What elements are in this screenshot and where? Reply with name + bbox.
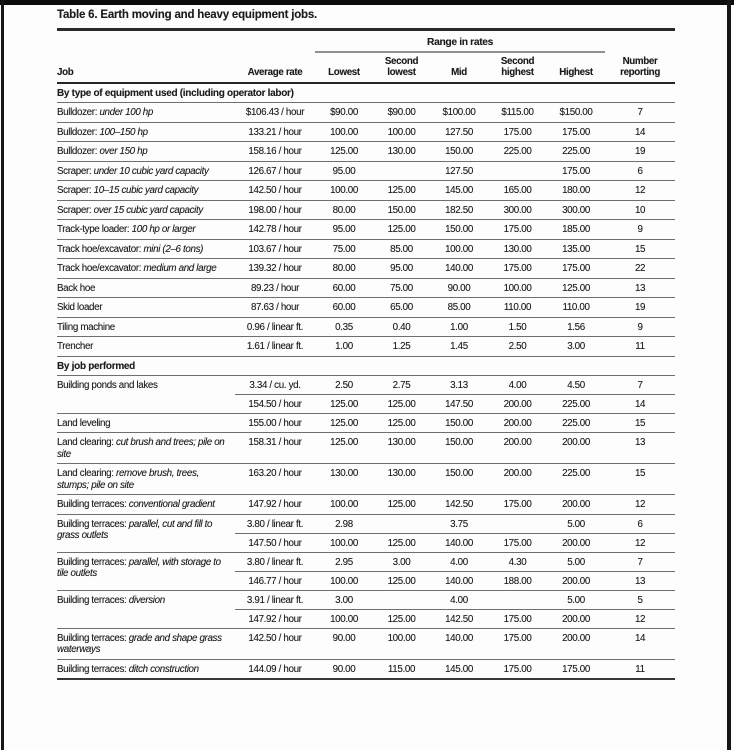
average-rate-cell: 3.80 / linear ft.: [235, 514, 315, 533]
rate-second-highest-cell: 200.00: [488, 394, 547, 413]
job-name: Scraper:: [57, 185, 92, 196]
job-descriptor: 100 hp or larger: [129, 224, 196, 235]
table-row: [57, 628, 675, 659]
rate-second-lowest-cell: 0.40: [373, 317, 430, 337]
rate-mid-cell: 1.45: [430, 337, 488, 357]
rate-mid-cell: 145.00: [430, 659, 488, 679]
section-row: [57, 356, 675, 375]
rate-second-highest-cell: 4.00: [488, 375, 547, 394]
rate-second-highest-cell: 175.00: [488, 495, 547, 515]
table-row: [57, 239, 675, 259]
average-rate-cell: 3.34 / cu. yd.: [235, 375, 315, 394]
rate-second-highest-cell: 200.00: [488, 464, 547, 495]
rate-second-lowest-cell: 130.00: [373, 433, 430, 464]
rate-second-lowest-cell: $90.00: [373, 103, 430, 123]
table-row: [57, 464, 675, 495]
rate-lowest-cell: 2.98: [315, 514, 373, 533]
rate-second-highest-cell: 110.00: [488, 298, 547, 318]
job-cell: [57, 552, 235, 590]
rate-highest-cell: $150.00: [547, 103, 605, 123]
number-reporting-cell: 9: [605, 220, 675, 240]
job-name: Bulldozer:: [57, 107, 98, 118]
average-rate-cell: 144.09 / hour: [235, 659, 315, 679]
average-rate-cell: 103.67 / hour: [235, 239, 315, 259]
table-row: [57, 181, 675, 201]
job-descriptor: medium and large: [141, 263, 217, 274]
rate-second-lowest-cell: [373, 590, 430, 609]
rate-lowest-cell: 95.00: [315, 220, 373, 240]
table-row: [57, 495, 675, 515]
number-reporting-cell: 9: [605, 317, 675, 337]
job-cell: [57, 278, 235, 298]
rate-lowest-cell: 100.00: [315, 571, 373, 590]
spanner-row: [57, 30, 675, 53]
right-border-line: [727, 0, 731, 750]
rate-highest-cell: 200.00: [547, 495, 605, 515]
table-row: [57, 103, 675, 123]
top-border-bar: [0, 0, 734, 5]
table-content: [57, 7, 677, 680]
rate-second-highest-cell: [488, 514, 547, 533]
rate-mid-cell: 140.00: [430, 571, 488, 590]
rate-lowest-cell: 130.00: [315, 464, 373, 495]
rate-second-highest-cell: 175.00: [488, 259, 547, 279]
rate-highest-cell: 1.56: [547, 317, 605, 337]
rate-lowest-cell: 90.00: [315, 628, 373, 659]
rate-highest-cell: 200.00: [547, 628, 605, 659]
rate-second-highest-cell: 200.00: [488, 433, 547, 464]
rate-highest-cell: 200.00: [547, 433, 605, 464]
number-reporting-cell: 22: [605, 259, 675, 279]
job-cell: [57, 200, 235, 220]
rate-second-lowest-cell: 125.00: [373, 609, 430, 628]
rate-lowest-cell: 1.00: [315, 337, 373, 357]
rate-mid-cell: 140.00: [430, 628, 488, 659]
job-cell: [57, 590, 235, 628]
average-rate-cell: 126.67 / hour: [235, 161, 315, 181]
average-rate-cell: 1.61 / linear ft.: [235, 337, 315, 357]
number-reporting-cell: 13: [605, 278, 675, 298]
rate-second-lowest-cell: 100.00: [373, 122, 430, 142]
col-header-job: Job: [57, 52, 235, 83]
rate-highest-cell: 225.00: [547, 394, 605, 413]
job-cell: [57, 259, 235, 279]
number-reporting-cell: 14: [605, 394, 675, 413]
rate-second-lowest-cell: 125.00: [373, 533, 430, 552]
table-row: [57, 278, 675, 298]
average-rate-cell: 139.32 / hour: [235, 259, 315, 279]
number-reporting-cell: 14: [605, 122, 675, 142]
average-rate-cell: 142.50 / hour: [235, 628, 315, 659]
col-header-lowest: Lowest: [315, 52, 373, 83]
number-reporting-cell: 13: [605, 433, 675, 464]
rate-second-highest-cell: 1.50: [488, 317, 547, 337]
number-reporting-cell: 15: [605, 464, 675, 495]
job-cell: [57, 628, 235, 659]
job-cell: [57, 413, 235, 433]
job-descriptor: remove brush, trees, stumps; pile on site: [57, 468, 199, 491]
job-descriptor: parallel, with storage to tile outlets: [57, 556, 221, 579]
table-title: Table 6. Earth moving and heavy equipment jobs.: [57, 9, 318, 21]
number-reporting-cell: 5: [605, 590, 675, 609]
job-name: Building terraces:: [57, 594, 127, 606]
job-cell: [57, 122, 235, 142]
job-cell: [57, 337, 235, 357]
rate-second-lowest-cell: 125.00: [373, 181, 430, 201]
number-reporting-cell: 12: [605, 495, 675, 515]
rate-lowest-cell: 0.35: [315, 317, 373, 337]
number-reporting-cell: 19: [605, 298, 675, 318]
job-name: Building terraces:: [57, 663, 127, 675]
rate-second-lowest-cell: 65.00: [373, 298, 430, 318]
rate-second-lowest-cell: 3.00: [373, 552, 430, 571]
table-row: [57, 317, 675, 337]
average-rate-cell: 133.21 / hour: [235, 122, 315, 142]
average-rate-cell: 147.92 / hour: [235, 609, 315, 628]
rate-lowest-cell: 100.00: [315, 181, 373, 201]
average-rate-cell: 142.78 / hour: [235, 220, 315, 240]
table-row: [57, 659, 675, 679]
job-descriptor: over 15 cubic yard capacity: [91, 204, 203, 216]
spanner-spacer-right: [605, 30, 675, 53]
average-rate-cell: 158.16 / hour: [235, 142, 315, 162]
job-cell: [57, 464, 235, 495]
section-row: [57, 83, 675, 103]
job-name: Building ponds and lakes: [57, 379, 158, 391]
number-reporting-cell: 15: [605, 239, 675, 259]
number-reporting-cell: 14: [605, 628, 675, 659]
job-name: Land clearing:: [57, 468, 114, 479]
job-cell: [57, 181, 235, 201]
rate-lowest-cell: 80.00: [315, 200, 373, 220]
rate-highest-cell: 125.00: [547, 278, 605, 298]
rate-lowest-cell: 3.00: [315, 590, 373, 609]
number-reporting-cell: 10: [605, 200, 675, 220]
number-reporting-cell: 11: [605, 659, 675, 679]
number-reporting-cell: 7: [605, 375, 675, 394]
rate-highest-cell: 185.00: [547, 220, 605, 240]
rate-highest-cell: 175.00: [547, 259, 605, 279]
job-cell: [57, 659, 235, 679]
col-header-second-lowest: Second lowest: [373, 52, 430, 83]
rate-second-highest-cell: [488, 161, 547, 181]
job-descriptor: 10–15 cubic yard capacity: [91, 185, 199, 196]
rate-mid-cell: 4.00: [430, 590, 488, 609]
rate-mid-cell: 150.00: [430, 142, 488, 162]
rate-highest-cell: 200.00: [547, 571, 605, 590]
job-descriptor: diversion: [126, 594, 165, 606]
number-reporting-cell: 12: [605, 181, 675, 201]
rate-second-highest-cell: $115.00: [488, 103, 547, 123]
table-row: [57, 337, 675, 357]
table-row: [57, 122, 675, 142]
rate-second-lowest-cell: [373, 161, 430, 181]
rate-second-lowest-cell: 130.00: [373, 464, 430, 495]
rate-second-lowest-cell: 125.00: [373, 571, 430, 590]
job-name: Building terraces:: [57, 632, 127, 644]
section-header: By type of equipment used (including operator labor): [57, 83, 675, 103]
job-name: Track-type loader:: [57, 224, 130, 235]
job-name: Track hoe/excavator:: [57, 243, 142, 255]
average-rate-cell: 147.50 / hour: [235, 533, 315, 552]
rate-highest-cell: 175.00: [547, 161, 605, 181]
job-name: Scraper:: [57, 165, 92, 177]
number-reporting-cell: 12: [605, 609, 675, 628]
rate-second-highest-cell: 175.00: [488, 609, 547, 628]
number-reporting-cell: 15: [605, 413, 675, 433]
rate-mid-cell: 145.00: [430, 181, 488, 201]
average-rate-cell: 154.50 / hour: [235, 394, 315, 413]
rate-second-lowest-cell: 100.00: [373, 628, 430, 659]
job-name: Land leveling: [57, 417, 111, 429]
number-reporting-cell: 13: [605, 571, 675, 590]
average-rate-cell: $106.43 / hour: [235, 103, 315, 123]
table-row: [57, 298, 675, 318]
job-descriptor: under 100 hp: [97, 107, 153, 118]
rate-second-highest-cell: 175.00: [488, 659, 547, 679]
rate-second-highest-cell: 225.00: [488, 142, 547, 162]
col-header-mid: Mid: [430, 52, 488, 83]
rate-mid-cell: 4.00: [430, 552, 488, 571]
rate-second-highest-cell: 188.00: [488, 571, 547, 590]
rate-second-lowest-cell: 1.25: [373, 337, 430, 357]
rate-lowest-cell: 100.00: [315, 533, 373, 552]
job-name: Land clearing:: [57, 437, 114, 448]
rate-highest-cell: 110.00: [547, 298, 605, 318]
rate-lowest-cell: $90.00: [315, 103, 373, 123]
job-name: Track hoe/excavator:: [57, 263, 142, 274]
rate-second-lowest-cell: 2.75: [373, 375, 430, 394]
job-descriptor: mini (2–6 tons): [141, 243, 204, 255]
rate-highest-cell: 135.00: [547, 239, 605, 259]
rate-second-highest-cell: 175.00: [488, 122, 547, 142]
rate-mid-cell: 150.00: [430, 220, 488, 240]
rate-second-highest-cell: 2.50: [488, 337, 547, 357]
table-row: [57, 220, 675, 240]
rate-lowest-cell: 95.00: [315, 161, 373, 181]
job-cell: [57, 514, 235, 552]
average-rate-cell: 198.00 / hour: [235, 200, 315, 220]
rate-mid-cell: 142.50: [430, 609, 488, 628]
rate-mid-cell: 85.00: [430, 298, 488, 318]
rate-mid-cell: 3.75: [430, 514, 488, 533]
table-row: [57, 375, 675, 394]
rate-second-highest-cell: 4.30: [488, 552, 547, 571]
average-rate-cell: 89.23 / hour: [235, 278, 315, 298]
table-row: [57, 161, 675, 181]
rate-lowest-cell: 2.50: [315, 375, 373, 394]
average-rate-cell: 142.50 / hour: [235, 181, 315, 201]
range-in-rates-spanner: Range in rates: [315, 30, 605, 53]
average-rate-cell: 147.92 / hour: [235, 495, 315, 515]
table-row: [57, 259, 675, 279]
job-name: Trencher: [57, 341, 94, 352]
rate-highest-cell: 3.00: [547, 337, 605, 357]
rate-mid-cell: 100.00: [430, 239, 488, 259]
rate-second-highest-cell: 200.00: [488, 413, 547, 433]
rate-second-lowest-cell: 75.00: [373, 278, 430, 298]
table-body: [57, 83, 675, 679]
number-reporting-cell: 7: [605, 552, 675, 571]
number-reporting-cell: 6: [605, 161, 675, 181]
rate-mid-cell: $100.00: [430, 103, 488, 123]
job-descriptor: over 150 hp: [97, 146, 148, 157]
job-descriptor: conventional gradient: [126, 499, 215, 510]
rate-second-highest-cell: 165.00: [488, 181, 547, 201]
rate-mid-cell: 142.50: [430, 495, 488, 515]
rate-lowest-cell: 100.00: [315, 122, 373, 142]
job-name: Skid loader: [57, 302, 103, 313]
rate-lowest-cell: 125.00: [315, 394, 373, 413]
job-descriptor: cut brush and trees; pile on site: [57, 437, 225, 460]
rate-highest-cell: 5.00: [547, 552, 605, 571]
average-rate-cell: 87.63 / hour: [235, 298, 315, 318]
rate-mid-cell: 90.00: [430, 278, 488, 298]
rate-highest-cell: 5.00: [547, 514, 605, 533]
number-reporting-cell: 7: [605, 103, 675, 123]
job-cell: [57, 317, 235, 337]
left-border-line: [1, 0, 4, 750]
section-header: By job performed: [57, 356, 675, 375]
table-row: [57, 590, 675, 609]
table-row: [57, 142, 675, 162]
col-header-highest: Highest: [547, 52, 605, 83]
rate-second-highest-cell: 175.00: [488, 533, 547, 552]
job-name: Scraper:: [57, 204, 92, 216]
job-cell: [57, 103, 235, 123]
job-descriptor: ditch construction: [126, 663, 199, 675]
rate-highest-cell: 5.00: [547, 590, 605, 609]
table-row: [57, 514, 675, 533]
rate-lowest-cell: 125.00: [315, 433, 373, 464]
rate-lowest-cell: 80.00: [315, 259, 373, 279]
rate-highest-cell: 200.00: [547, 609, 605, 628]
job-name: Tiling machine: [57, 321, 115, 333]
rates-table: [57, 28, 675, 680]
job-cell: [57, 220, 235, 240]
average-rate-cell: 146.77 / hour: [235, 571, 315, 590]
job-descriptor: 100–150 hp: [97, 126, 148, 138]
rate-mid-cell: 182.50: [430, 200, 488, 220]
rate-mid-cell: 150.00: [430, 464, 488, 495]
spanner-spacer-left: [57, 30, 315, 53]
rate-highest-cell: 225.00: [547, 413, 605, 433]
rate-lowest-cell: 2.95: [315, 552, 373, 571]
column-header-row: [57, 52, 675, 83]
rate-lowest-cell: 60.00: [315, 298, 373, 318]
rate-lowest-cell: 125.00: [315, 142, 373, 162]
rate-mid-cell: 127.50: [430, 161, 488, 181]
col-header-number-reporting: Number reporting: [605, 52, 675, 83]
rate-second-lowest-cell: 125.00: [373, 413, 430, 433]
job-name: Back hoe: [57, 282, 96, 294]
job-cell: [57, 375, 235, 413]
job-name: Building terraces:: [57, 499, 127, 510]
rate-second-lowest-cell: 150.00: [373, 200, 430, 220]
rate-highest-cell: 175.00: [547, 659, 605, 679]
rate-second-lowest-cell: [373, 514, 430, 533]
job-cell: [57, 495, 235, 515]
table-row: [57, 200, 675, 220]
rate-lowest-cell: 60.00: [315, 278, 373, 298]
rate-second-highest-cell: [488, 590, 547, 609]
rate-mid-cell: 140.00: [430, 533, 488, 552]
table-row: [57, 433, 675, 464]
job-descriptor: parallel, cut and fill to grass outlets: [57, 518, 213, 541]
rate-highest-cell: 180.00: [547, 181, 605, 201]
number-reporting-cell: 12: [605, 533, 675, 552]
number-reporting-cell: 6: [605, 514, 675, 533]
rate-mid-cell: 147.50: [430, 394, 488, 413]
rate-highest-cell: 225.00: [547, 142, 605, 162]
average-rate-cell: 155.00 / hour: [235, 413, 315, 433]
rate-second-lowest-cell: 125.00: [373, 495, 430, 515]
rate-lowest-cell: 100.00: [315, 609, 373, 628]
rate-second-lowest-cell: 130.00: [373, 142, 430, 162]
job-cell: [57, 298, 235, 318]
job-descriptor: grade and shape grass waterways: [57, 632, 222, 655]
job-cell: [57, 161, 235, 181]
rate-highest-cell: 175.00: [547, 122, 605, 142]
job-cell: [57, 239, 235, 259]
rate-second-lowest-cell: 125.00: [373, 394, 430, 413]
rate-highest-cell: 200.00: [547, 533, 605, 552]
col-header-second-highest: Second highest: [488, 52, 547, 83]
job-cell: [57, 433, 235, 464]
rate-lowest-cell: 90.00: [315, 659, 373, 679]
rate-second-lowest-cell: 125.00: [373, 220, 430, 240]
job-name: Building terraces:: [57, 556, 127, 568]
rate-second-lowest-cell: 85.00: [373, 239, 430, 259]
table-row: [57, 552, 675, 571]
rate-highest-cell: 300.00: [547, 200, 605, 220]
rate-mid-cell: 3.13: [430, 375, 488, 394]
rate-lowest-cell: 125.00: [315, 413, 373, 433]
job-name: Bulldozer:: [57, 126, 98, 138]
average-rate-cell: 158.31 / hour: [235, 433, 315, 464]
rate-mid-cell: 150.00: [430, 413, 488, 433]
rate-mid-cell: 1.00: [430, 317, 488, 337]
average-rate-cell: 163.20 / hour: [235, 464, 315, 495]
number-reporting-cell: 11: [605, 337, 675, 357]
job-cell: [57, 142, 235, 162]
job-name: Building terraces:: [57, 518, 127, 530]
job-name: Bulldozer:: [57, 146, 98, 157]
rate-highest-cell: 4.50: [547, 375, 605, 394]
rate-highest-cell: 225.00: [547, 464, 605, 495]
col-header-average-rate: Average rate: [235, 52, 315, 83]
average-rate-cell: 3.91 / linear ft.: [235, 590, 315, 609]
average-rate-cell: 3.80 / linear ft.: [235, 552, 315, 571]
rate-second-highest-cell: 130.00: [488, 239, 547, 259]
table-row: [57, 413, 675, 433]
job-descriptor: under 10 cubic yard capacity: [91, 165, 209, 177]
rate-mid-cell: 150.00: [430, 433, 488, 464]
rate-second-highest-cell: 175.00: [488, 628, 547, 659]
rate-second-highest-cell: 100.00: [488, 278, 547, 298]
rate-mid-cell: 127.50: [430, 122, 488, 142]
rate-second-highest-cell: 300.00: [488, 200, 547, 220]
average-rate-cell: 0.96 / linear ft.: [235, 317, 315, 337]
rate-mid-cell: 140.00: [430, 259, 488, 279]
number-reporting-cell: 19: [605, 142, 675, 162]
rate-lowest-cell: 100.00: [315, 495, 373, 515]
rate-second-lowest-cell: 115.00: [373, 659, 430, 679]
rate-second-highest-cell: 175.00: [488, 220, 547, 240]
rate-lowest-cell: 75.00: [315, 239, 373, 259]
rate-second-lowest-cell: 95.00: [373, 259, 430, 279]
